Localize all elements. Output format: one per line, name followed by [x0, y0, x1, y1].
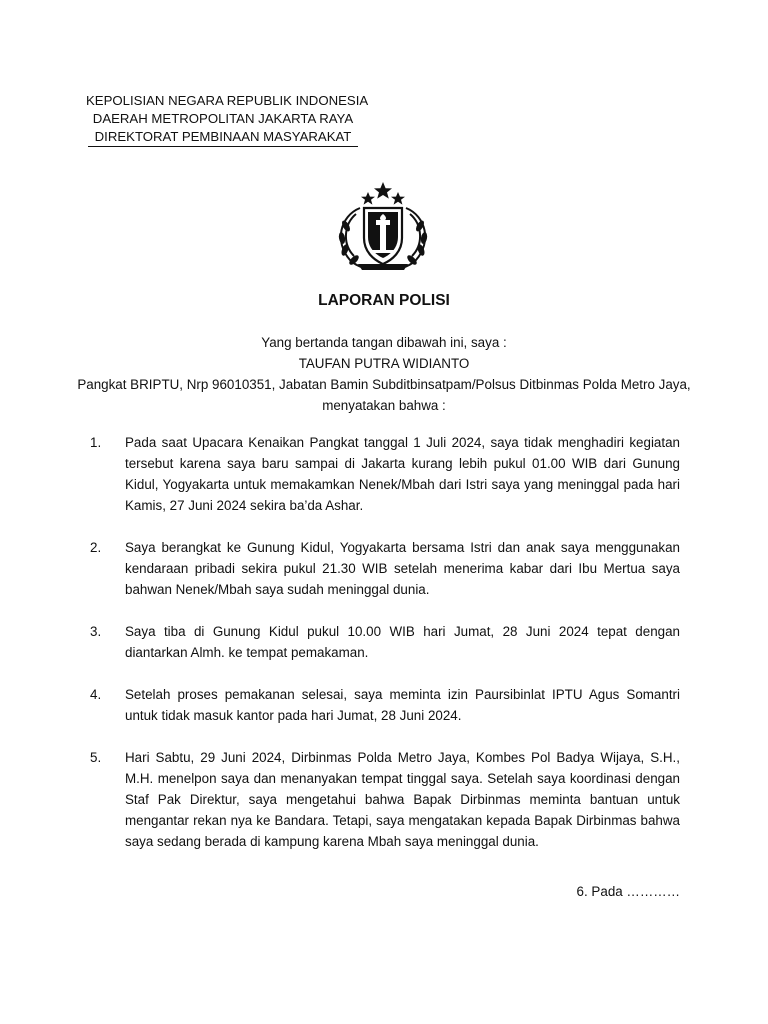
item-number: 3. — [90, 624, 102, 639]
item-text: Setelah proses pemakanan selesai, saya meminta izin Paursibinlat IPTU Agus Somantri untuk tidak masuk kantor pada hari Jumat, 28 Juni 2024. — [125, 687, 680, 723]
item-number: 1. — [90, 435, 102, 450]
reporter-details: Pangkat BRIPTU, Nrp 96010351, Jabatan Bamin Subditbinsatpam/Polsus Ditbinmas Polda Metro Jaya, — [77, 377, 691, 392]
item-text: Saya tiba di Gunung Kidul pukul 10.00 WIB hari Jumat, 28 Juni 2024 tepat dengan diantarkan Almh. ke tempat pemakaman. — [125, 624, 680, 660]
statement-item — [90, 684, 680, 726]
statement-item — [90, 432, 680, 516]
item-text: Hari Sabtu, 29 Juni 2024, Dirbinmas Polda Metro Jaya, Kombes Pol Badya Wijaya, S.H., M.H. menelpon saya dan menanyakan tempat tinggal saya. Setelah saya koordinasi dengan Staf Pak Direktur, saya mengetahui bahwa Bapak Dirbinmas meminta bantuan untuk mengantar rekan nya ke Bandara. Tetapi, saya mengatakan kepada Bapak Dirbinmas bahwa saya sedang berada di kampung karena Mbah saya meninggal dunia. — [125, 750, 680, 849]
item-text: Pada saat Upacara Kenaikan Pangkat tanggal 1 Juli 2024, saya tidak menghadiri kegiatan tersebut karena saya baru sampai di Jakarta kurang lebih pukul 01.00 WIB dari Gunung Kidul, Yogyakarta untuk memakamkan Nenek/Mbah dari Istri saya yang meninggal pada hari Kamis, 27 Juni 2024 sekira ba’da Ashar. — [125, 435, 680, 513]
letterhead — [86, 92, 369, 147]
statement-item — [90, 747, 680, 852]
statement-list — [90, 432, 680, 873]
reporter-name: TAUFAN PUTRA WIDIANTO — [298, 356, 470, 371]
intro-line-1: Yang bertanda tangan dibawah ini, saya : — [261, 335, 507, 350]
polri-emblem-icon — [330, 180, 436, 272]
report-title: LAPORAN POLISI — [318, 292, 450, 309]
page-continuation: 6. Pada ………… — [576, 884, 680, 899]
statement-item — [90, 621, 680, 663]
letterhead-line-1: KEPOLISIAN NEGARA REPUBLIK INDONESIA — [86, 93, 369, 108]
letterhead-line-3: DIREKTORAT PEMBINAAN MASYARAKAT — [88, 128, 358, 147]
item-number: 2. — [90, 540, 102, 555]
intro-line-4: menyatakan bahwa : — [322, 398, 446, 413]
item-number: 5. — [90, 750, 102, 765]
letterhead-line-2: DAERAH METROPOLITAN JAKARTA RAYA — [92, 111, 354, 126]
item-number: 4. — [90, 687, 102, 702]
item-text: Saya berangkat ke Gunung Kidul, Yogyakarta bersama Istri dan anak saya menggunakan kendaraan pribadi sekira pukul 21.30 WIB setelah menerima kabar dari Ibu Mertua saya bahwan Nenek/Mbah saya sudah meninggal dunia. — [125, 540, 680, 597]
intro-block — [60, 332, 708, 416]
statement-item — [90, 537, 680, 600]
